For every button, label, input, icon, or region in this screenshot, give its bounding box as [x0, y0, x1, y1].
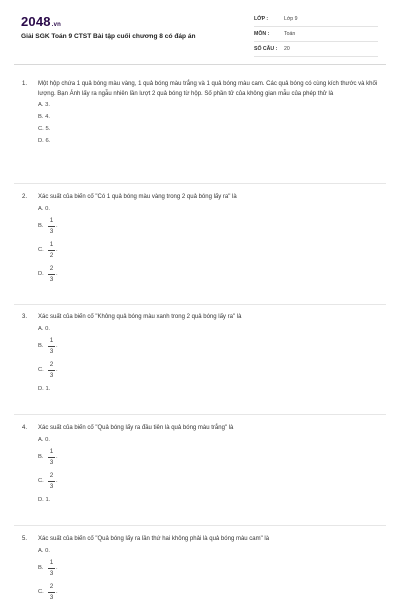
option-text: 0. — [45, 547, 50, 554]
question-header — [22, 80, 382, 99]
fraction-period: . — [56, 366, 58, 373]
fraction — [48, 583, 55, 600]
option-letter: C. — [38, 366, 44, 373]
option-list — [38, 99, 382, 147]
fraction-numerator: 2 — [49, 264, 54, 272]
fraction-period: . — [56, 453, 58, 460]
question-text: Xác suất của biến cố "Không quả bóng màu xanh trong 2 quả bóng lấy ra" là — [38, 314, 242, 320]
option-text: 1. — [45, 496, 51, 503]
fraction — [48, 217, 55, 236]
page-header — [0, 0, 400, 62]
question-5 — [22, 535, 382, 600]
question-number: 3. — [22, 314, 28, 320]
meta-grade-label: LỚP : — [254, 16, 269, 22]
option-c[interactable] — [38, 581, 382, 600]
fraction-denominator: 3 — [49, 371, 54, 379]
option-letter: B. — [38, 453, 44, 460]
option-text: 0. — [45, 325, 50, 332]
site-logo[interactable] — [21, 14, 61, 29]
question-divider — [14, 304, 386, 305]
meta-count-label: SỐ CÂU : — [254, 46, 278, 52]
option-list — [38, 434, 382, 506]
question-3 — [22, 313, 382, 395]
fraction-bar — [48, 457, 55, 458]
option-c[interactable] — [38, 359, 382, 383]
option-b[interactable] — [38, 111, 382, 123]
fraction-numerator: 1 — [49, 336, 54, 344]
question-header — [22, 535, 382, 545]
fraction — [48, 448, 55, 467]
fraction-denominator: 3 — [49, 347, 54, 355]
option-letter: A. — [38, 547, 44, 554]
question-2 — [22, 193, 382, 287]
option-letter: B. — [38, 564, 44, 571]
fraction — [48, 337, 55, 356]
option-d[interactable] — [38, 263, 382, 287]
fraction-period: . — [56, 564, 58, 571]
option-b[interactable] — [38, 446, 382, 470]
option-a[interactable] — [38, 323, 382, 335]
question-header — [22, 424, 382, 434]
fraction-numerator: 2 — [49, 471, 54, 479]
fraction-bar — [48, 592, 55, 593]
meta-grade-value: Lớp 9 — [284, 16, 298, 22]
question-number: 2. — [22, 194, 28, 200]
logo-suffix: .vn — [51, 22, 62, 28]
option-text: 4. — [45, 114, 50, 121]
option-text: 6. — [45, 138, 51, 145]
question-header — [22, 313, 382, 323]
question-text: Một hộp chứa 1 quả bóng màu vàng, 1 quả bóng màu trắng và 1 quả bóng màu cam. Các quả bóng có cùng kích thước và khối lượng. Bạn Ánh lấy ra ngẫu nhiên lần lượt 2 quả bóng từ hộp. Số phần tử của không gian mẫu của phép thử là — [38, 81, 378, 97]
fraction-denominator: 3 — [49, 593, 54, 600]
question-number: 4. — [22, 425, 28, 431]
fraction-bar — [48, 250, 55, 251]
fraction-period: . — [56, 477, 58, 484]
option-b[interactable] — [38, 557, 382, 581]
fraction-numerator: 2 — [49, 360, 54, 368]
option-letter: D. — [38, 385, 44, 392]
fraction-bar — [48, 274, 55, 275]
option-letter: A. — [38, 325, 44, 332]
fraction-numerator: 1 — [49, 240, 54, 248]
option-b[interactable] — [38, 215, 382, 239]
fraction-numerator: 2 — [49, 582, 54, 590]
option-c[interactable] — [38, 239, 382, 263]
option-a[interactable] — [38, 545, 382, 557]
fraction — [48, 559, 55, 578]
fraction-period: . — [56, 222, 58, 229]
fraction — [48, 361, 55, 380]
fraction-denominator: 3 — [49, 458, 54, 466]
question-divider — [14, 414, 386, 415]
option-text: 0. — [45, 436, 50, 443]
option-a[interactable] — [38, 434, 382, 446]
question-text: Xác suất của biến cố "Có 1 quả bóng màu vàng trong 2 quả bóng lấy ra" là — [38, 194, 237, 200]
option-a[interactable] — [38, 203, 382, 215]
fraction-period: . — [56, 270, 58, 277]
header-divider — [14, 64, 386, 65]
option-letter: C. — [38, 126, 44, 133]
option-list — [38, 545, 382, 600]
fraction — [48, 241, 55, 260]
option-letter: C. — [38, 477, 44, 484]
question-header — [22, 193, 382, 203]
question-divider — [14, 183, 386, 184]
option-letter: A. — [38, 205, 44, 212]
fraction-period: . — [56, 588, 58, 595]
option-d[interactable] — [38, 494, 382, 506]
fraction-denominator: 3 — [49, 275, 54, 283]
option-letter: A. — [38, 436, 44, 443]
meta-grade-row — [254, 14, 378, 27]
fraction-period: . — [56, 342, 58, 349]
option-list — [38, 203, 382, 287]
fraction-denominator: 3 — [49, 227, 54, 235]
document-title: Giải SGK Toán 9 CTST Bài tập cuối chương 8 có đáp án — [21, 33, 196, 40]
fraction-bar — [48, 568, 55, 569]
fraction — [48, 472, 55, 491]
option-a[interactable] — [38, 99, 382, 111]
meta-subject-row — [254, 29, 378, 42]
fraction-bar — [48, 370, 55, 371]
fraction-numerator: 1 — [49, 447, 54, 455]
option-text: 0. — [45, 205, 50, 212]
option-letter: B. — [38, 342, 44, 349]
option-letter: A. — [38, 102, 44, 109]
question-number: 1. — [22, 81, 28, 87]
option-letter: B. — [38, 222, 44, 229]
option-letter: D. — [38, 138, 44, 145]
fraction — [48, 265, 55, 284]
fraction-denominator: 3 — [49, 569, 54, 577]
logo-text: 2048 — [21, 14, 51, 29]
meta-count-row — [254, 44, 378, 57]
option-d[interactable] — [38, 135, 382, 147]
option-letter: C. — [38, 588, 44, 595]
option-c[interactable] — [38, 123, 382, 135]
question-divider — [14, 525, 386, 526]
meta-count-value: 20 — [284, 46, 290, 52]
fraction-bar — [48, 346, 55, 347]
option-b[interactable] — [38, 335, 382, 359]
fraction-denominator: 2 — [49, 251, 54, 259]
fraction-numerator: 1 — [49, 216, 54, 224]
option-text: 1. — [45, 385, 51, 392]
option-d[interactable] — [38, 383, 382, 395]
option-text: 5. — [45, 126, 51, 133]
option-letter: D. — [38, 496, 44, 503]
fraction-denominator: 3 — [49, 482, 54, 490]
question-number: 5. — [22, 536, 28, 542]
question-1 — [22, 80, 382, 147]
question-4 — [22, 424, 382, 506]
fraction-bar — [48, 481, 55, 482]
fraction-bar — [48, 226, 55, 227]
meta-subject-value: Toán — [284, 31, 296, 37]
option-letter: C. — [38, 246, 44, 253]
option-text: 3. — [45, 102, 50, 109]
fraction-period: . — [56, 246, 58, 253]
option-letter: B. — [38, 114, 44, 121]
option-c[interactable] — [38, 470, 382, 494]
question-text: Xác suất của biến cố "Quả bóng lấy ra đầu tiên là quả bóng màu trắng" là — [38, 425, 234, 431]
question-text: Xác suất của biến cố "Quả bóng lấy ra lần thứ hai không phải là quả bóng màu cam" là — [38, 536, 270, 542]
option-letter: D. — [38, 270, 44, 277]
meta-subject-label: MÔN : — [254, 31, 270, 37]
fraction-numerator: 1 — [49, 558, 54, 566]
option-list — [38, 323, 382, 395]
